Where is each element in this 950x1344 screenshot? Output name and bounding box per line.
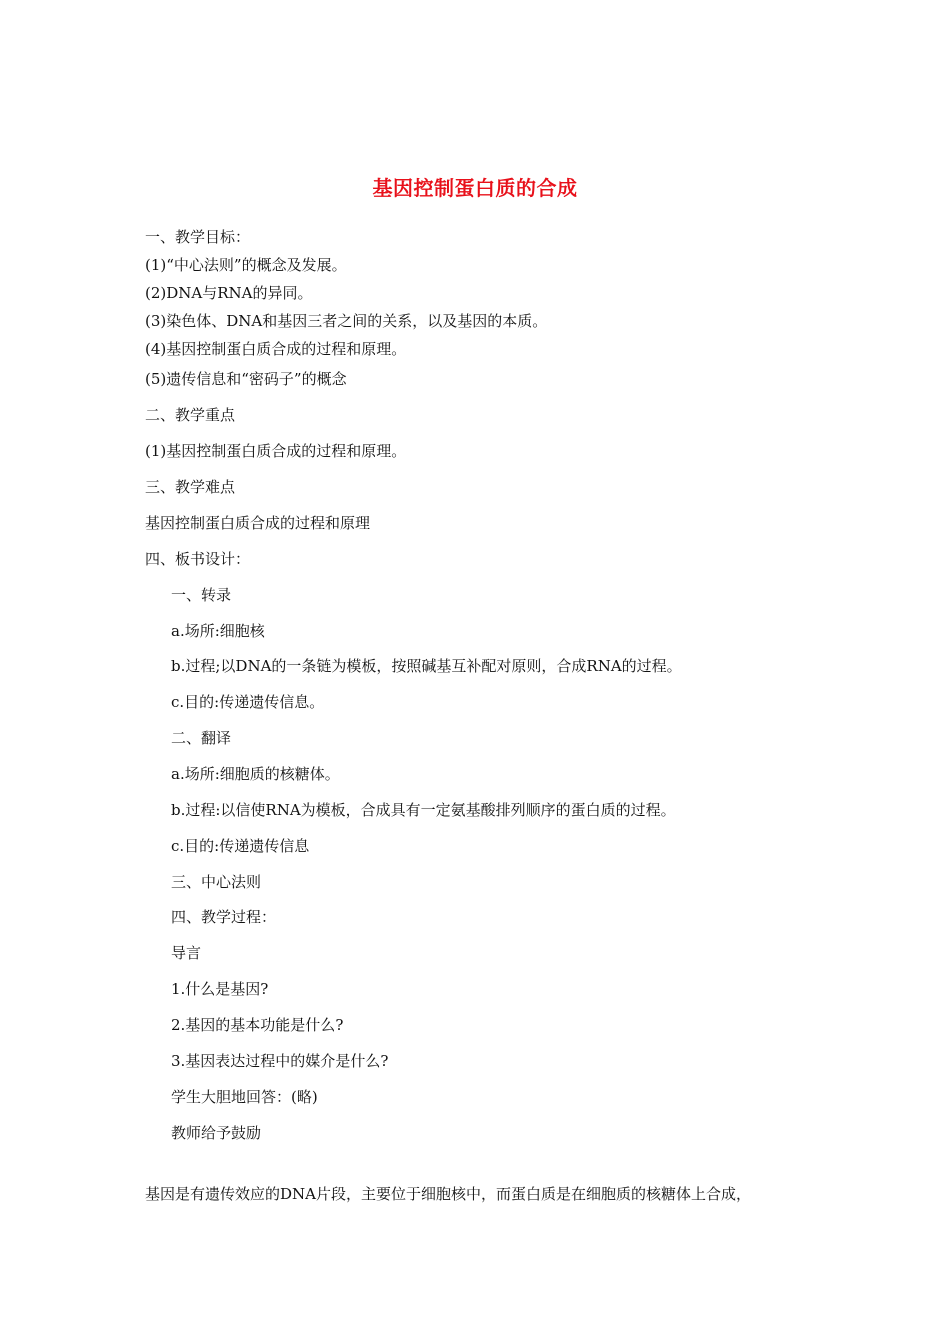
section-heading-objectives: 一、教学目标： [145,228,251,246]
section-heading-key-points: 二、教学重点 [145,406,236,424]
question-item: 1.什么是基因? [171,980,269,998]
question-item: 3.基因表达过程中的媒介是什么? [171,1052,389,1070]
question-item: 2.基因的基本功能是什么? [171,1016,344,1034]
section-heading-board-design: 四、板书设计： [145,550,251,568]
document-title: 基因控制蛋白质的合成 [372,176,578,200]
board-item: a.场所:细胞核 [171,622,265,640]
subheading-central-dogma: 三、中心法则 [171,873,262,891]
teacher-note: 教师给予鼓励 [171,1124,262,1142]
student-answer-note: 学生大胆地回答：(略) [171,1088,318,1106]
key-point-item: (1)基因控制蛋白质合成的过程和原理。 [145,442,407,460]
section-heading-difficulties: 三、教学难点 [145,478,236,496]
subheading-transcription: 一、转录 [171,586,232,604]
intro-heading: 导言 [171,944,202,962]
objective-item: (4)基因控制蛋白质合成的过程和原理。 [145,340,407,358]
board-item: b.过程:以信使RNA为模板，合成具有一定氨基酸排列顺序的蛋白质的过程。 [171,801,676,819]
board-item: a.场所:细胞质的核糖体。 [171,765,340,783]
difficulty-item: 基因控制蛋白质合成的过程和原理 [145,514,371,532]
subheading-translation: 二、翻译 [171,729,232,747]
body-paragraph: 基因是有遗传效应的DNA片段，主要位于细胞核中，而蛋白质是在细胞质的核糖体上合成， [145,1185,751,1203]
objective-item: (2)DNA与RNA的异同。 [145,284,313,302]
board-item: c.目的:传递遗传信息。 [171,693,325,711]
objective-item: (5)遗传信息和“密码子”的概念 [145,370,347,388]
board-item: c.目的:传递遗传信息 [171,837,310,855]
objective-item: (3)染色体、DNA和基因三者之间的关系，以及基因的本质。 [145,312,548,330]
board-item: b.过程;以DNA的一条链为模板，按照碱基互补配对原则，合成RNA的过程。 [171,657,682,675]
subheading-teaching-process: 四、教学过程： [171,908,277,926]
objective-item: (1)“中心法则”的概念及发展。 [145,256,347,274]
